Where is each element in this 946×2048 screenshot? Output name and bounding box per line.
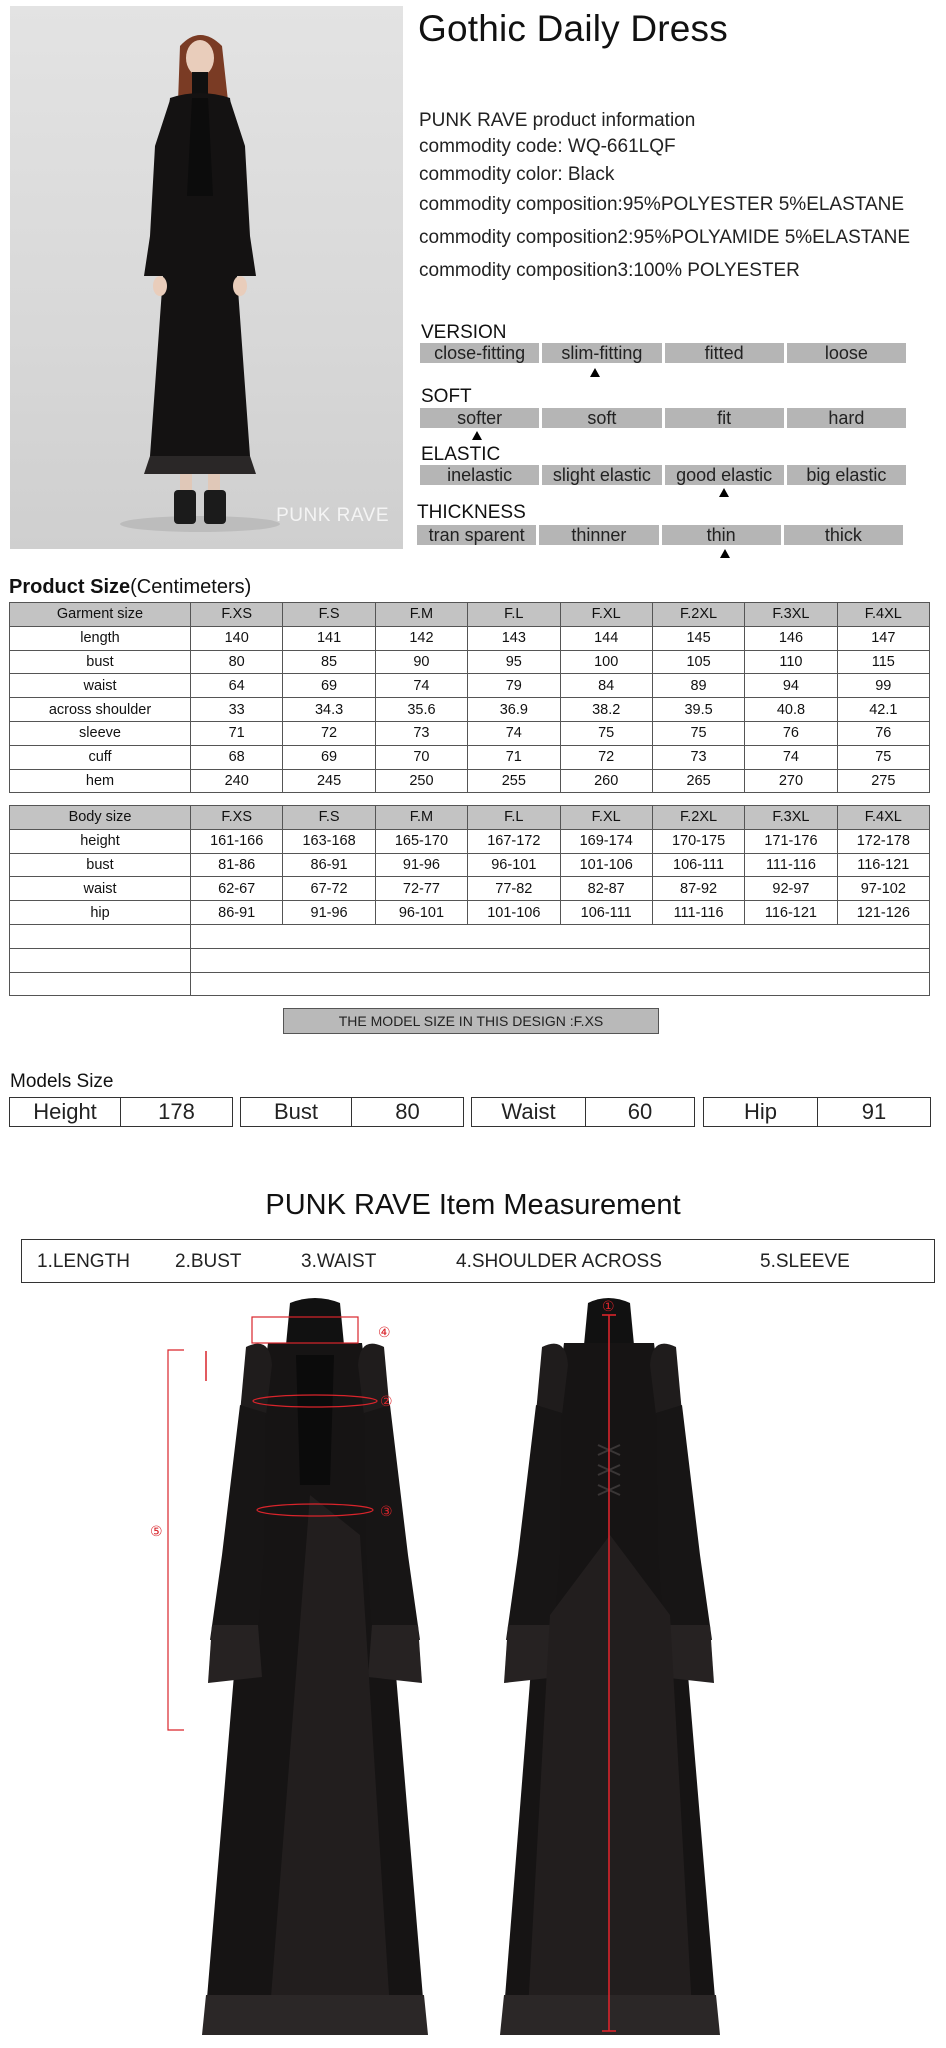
scale-elastic xyxy=(420,465,906,485)
model-label: Bust xyxy=(241,1098,352,1126)
scale-option: big elastic xyxy=(787,465,906,485)
table-cell: 38.2 xyxy=(560,698,652,722)
scale-option: loose xyxy=(787,343,906,363)
table-cell: 111-116 xyxy=(652,901,744,925)
table-cell: bust xyxy=(10,853,191,877)
scale-option: fit xyxy=(665,408,784,428)
legend-waist: 3.WAIST xyxy=(301,1251,377,1272)
scale-option: thick xyxy=(784,525,903,545)
table-cell: 33 xyxy=(191,698,283,722)
model-value: 60 xyxy=(627,1099,653,1124)
scale-thickness xyxy=(417,525,903,545)
table-cell: 110 xyxy=(745,650,837,674)
table-header-cell: F.2XL xyxy=(652,806,744,830)
product-title: Gothic Daily Dress xyxy=(418,8,728,49)
model-figure xyxy=(10,6,403,549)
table-header-cell: F.4XL xyxy=(837,603,929,627)
scale-title-version: VERSION xyxy=(421,322,507,343)
table-cell xyxy=(191,948,930,972)
table-cell: 100 xyxy=(560,650,652,674)
scale-option: fitted xyxy=(665,343,784,363)
table-cell: 73 xyxy=(652,745,744,769)
table-row xyxy=(10,674,930,698)
table-cell: 265 xyxy=(652,769,744,793)
table-cell: bust xyxy=(10,650,191,674)
table-header-cell: F.S xyxy=(283,806,375,830)
table-cell xyxy=(10,924,191,948)
table-cell: 95 xyxy=(468,650,560,674)
table-header-cell: F.2XL xyxy=(652,603,744,627)
commodity-composition-3: commodity composition3:100% POLYESTER xyxy=(419,260,800,281)
table-cell: 81-86 xyxy=(191,853,283,877)
table-cell: 68 xyxy=(191,745,283,769)
table-cell: 72 xyxy=(283,721,375,745)
info-heading: PUNK RAVE product information xyxy=(419,110,696,131)
table-header-cell: F.3XL xyxy=(745,806,837,830)
table-row xyxy=(10,721,930,745)
table-cell: 72 xyxy=(560,745,652,769)
table-header-cell: F.XS xyxy=(191,806,283,830)
table-cell: 76 xyxy=(837,721,929,745)
table-cell: sleeve xyxy=(10,721,191,745)
legend-length: 1.LENGTH xyxy=(37,1251,130,1272)
table-cell: 143 xyxy=(468,626,560,650)
table-row xyxy=(10,626,930,650)
marker-2: ② xyxy=(380,1394,393,1410)
table-cell: length xyxy=(10,626,191,650)
scale-option: good elastic xyxy=(665,465,784,485)
table-header-cell: F.XL xyxy=(560,603,652,627)
table-cell: 71 xyxy=(468,745,560,769)
table-cell xyxy=(10,948,191,972)
model-value: 178 xyxy=(158,1099,195,1124)
table-row-empty xyxy=(10,972,930,996)
table-cell: 270 xyxy=(745,769,837,793)
scale-option: inelastic xyxy=(420,465,539,485)
table-row xyxy=(10,769,930,793)
table-cell xyxy=(191,924,930,948)
table-header-cell: F.M xyxy=(375,603,467,627)
scale-option: soft xyxy=(542,408,661,428)
scale-option: slight elastic xyxy=(542,465,661,485)
table-cell: height xyxy=(10,829,191,853)
table-cell: 90 xyxy=(375,650,467,674)
model-waist-box xyxy=(471,1097,695,1127)
table-cell: 172-178 xyxy=(837,829,929,853)
table-cell: 40.8 xyxy=(745,698,837,722)
scale-option: thinner xyxy=(539,525,658,545)
legend-sleeve: 5.SLEEVE xyxy=(760,1251,850,1272)
table-cell: 84 xyxy=(560,674,652,698)
table-cell: 94 xyxy=(745,674,837,698)
commodity-color: commodity color: Black xyxy=(419,164,615,185)
table-cell: 39.5 xyxy=(652,698,744,722)
legend-shoulder-across: 4.SHOULDER ACROSS xyxy=(456,1251,662,1272)
table-header-cell: F.M xyxy=(375,806,467,830)
table-header-cell: F.XL xyxy=(560,806,652,830)
table-cell: 62-67 xyxy=(191,877,283,901)
table-cell: 73 xyxy=(375,721,467,745)
selected-marker-icon xyxy=(472,431,482,440)
table-cell: waist xyxy=(10,674,191,698)
table-cell: 69 xyxy=(283,674,375,698)
scale-option: slim-fitting xyxy=(542,343,661,363)
table-cell: 74 xyxy=(375,674,467,698)
table-cell: 116-121 xyxy=(837,853,929,877)
table-cell: 147 xyxy=(837,626,929,650)
table-cell: 92-97 xyxy=(745,877,837,901)
table-cell: 80 xyxy=(191,650,283,674)
table-cell: 91-96 xyxy=(375,853,467,877)
table-cell: 140 xyxy=(191,626,283,650)
table-cell: 169-174 xyxy=(560,829,652,853)
table-cell: 171-176 xyxy=(745,829,837,853)
table-cell: 75 xyxy=(837,745,929,769)
body-size-table xyxy=(9,805,930,996)
table-header-cell: F.4XL xyxy=(837,806,929,830)
table-cell: hip xyxy=(10,901,191,925)
table-cell: 96-101 xyxy=(468,853,560,877)
table-cell: across shoulder xyxy=(10,698,191,722)
table-cell: 145 xyxy=(652,626,744,650)
measurement-title: PUNK RAVE Item Measurement xyxy=(265,1189,681,1221)
model-height-box xyxy=(9,1097,233,1127)
table-header-cell: F.3XL xyxy=(745,603,837,627)
table-header-cell: F.L xyxy=(468,806,560,830)
scale-title-thickness: THICKNESS xyxy=(417,502,526,523)
table-cell: 70 xyxy=(375,745,467,769)
selected-marker-icon xyxy=(720,549,730,558)
table-cell: 165-170 xyxy=(375,829,467,853)
scale-version xyxy=(420,343,906,363)
product-size-title: Product Size(Centimeters) xyxy=(9,576,252,598)
table-header-cell: F.S xyxy=(283,603,375,627)
model-value: 91 xyxy=(861,1099,887,1124)
table-cell: 35.6 xyxy=(375,698,467,722)
table-cell: 116-121 xyxy=(745,901,837,925)
table-cell: 79 xyxy=(468,674,560,698)
marker-4: ④ xyxy=(378,1325,391,1341)
table-cell: 245 xyxy=(283,769,375,793)
dress-front-diagram xyxy=(150,1295,480,2043)
table-cell: 240 xyxy=(191,769,283,793)
table-cell: 106-111 xyxy=(560,901,652,925)
table-cell: hem xyxy=(10,769,191,793)
commodity-composition-2: commodity composition2:95%POLYAMIDE 5%ELASTANE xyxy=(419,227,911,248)
table-cell xyxy=(191,972,930,996)
scale-option: softer xyxy=(420,408,539,428)
scale-option: hard xyxy=(787,408,906,428)
table-cell: 115 xyxy=(837,650,929,674)
table-cell: 85 xyxy=(283,650,375,674)
model-bust-box xyxy=(240,1097,464,1127)
table-cell: 87-92 xyxy=(652,877,744,901)
dress-back-diagram xyxy=(470,1295,760,2043)
table-cell: 275 xyxy=(837,769,929,793)
table-cell: 89 xyxy=(652,674,744,698)
scale-title-elastic: ELASTIC xyxy=(421,444,501,465)
table-row xyxy=(10,901,930,925)
table-row xyxy=(10,745,930,769)
selected-marker-icon xyxy=(590,368,600,377)
table-cell: 101-106 xyxy=(560,853,652,877)
model-size-note: THE MODEL SIZE IN THIS DESIGN :F.XS xyxy=(283,1008,659,1034)
scale-option: close-fitting xyxy=(420,343,539,363)
table-cell: 72-77 xyxy=(375,877,467,901)
table-cell: 146 xyxy=(745,626,837,650)
table-row-empty xyxy=(10,948,930,972)
table-cell xyxy=(10,972,191,996)
table-cell: 71 xyxy=(191,721,283,745)
table-cell: 86-91 xyxy=(191,901,283,925)
marker-1: ① xyxy=(602,1299,615,1315)
table-cell: 67-72 xyxy=(283,877,375,901)
brand-watermark: PUNK RAVE xyxy=(276,505,389,526)
table-header-cell: F.XS xyxy=(191,603,283,627)
commodity-composition-1: commodity composition:95%POLYESTER 5%ELASTANE xyxy=(419,194,905,215)
table-header-cell: Body size xyxy=(10,806,191,830)
table-row xyxy=(10,698,930,722)
marker-3: ③ xyxy=(380,1504,393,1520)
selected-marker-icon xyxy=(719,488,729,497)
table-cell: 141 xyxy=(283,626,375,650)
table-cell: 170-175 xyxy=(652,829,744,853)
model-photo xyxy=(10,6,403,549)
table-cell: 142 xyxy=(375,626,467,650)
table-cell: 82-87 xyxy=(560,877,652,901)
table-header-cell: F.L xyxy=(468,603,560,627)
table-cell: 167-172 xyxy=(468,829,560,853)
table-cell: 86-91 xyxy=(283,853,375,877)
table-cell: 144 xyxy=(560,626,652,650)
table-cell: 111-116 xyxy=(745,853,837,877)
table-cell: 255 xyxy=(468,769,560,793)
table-cell: 36.9 xyxy=(468,698,560,722)
commodity-code: commodity code: WQ-661LQF xyxy=(419,136,676,157)
measurement-legend xyxy=(21,1239,935,1283)
table-header-cell: Garment size xyxy=(10,603,191,627)
table-cell: 105 xyxy=(652,650,744,674)
table-cell: cuff xyxy=(10,745,191,769)
table-cell: 163-168 xyxy=(283,829,375,853)
model-hip-box xyxy=(703,1097,931,1127)
scale-soft xyxy=(420,408,906,428)
table-row xyxy=(10,650,930,674)
marker-5: ⑤ xyxy=(150,1524,163,1540)
table-cell: 99 xyxy=(837,674,929,698)
table-cell: 77-82 xyxy=(468,877,560,901)
table-cell: 161-166 xyxy=(191,829,283,853)
model-value: 80 xyxy=(395,1099,420,1124)
table-cell: 96-101 xyxy=(375,901,467,925)
scale-option: tran sparent xyxy=(417,525,536,545)
scale-option: thin xyxy=(662,525,781,545)
scale-title-soft: SOFT xyxy=(421,386,472,407)
table-cell: 250 xyxy=(375,769,467,793)
table-cell: 42.1 xyxy=(837,698,929,722)
legend-bust: 2.BUST xyxy=(175,1251,242,1272)
model-label: Hip xyxy=(704,1098,818,1126)
table-cell: 91-96 xyxy=(283,901,375,925)
table-cell: waist xyxy=(10,877,191,901)
table-cell: 75 xyxy=(560,721,652,745)
table-row xyxy=(10,853,930,877)
table-cell: 260 xyxy=(560,769,652,793)
table-cell: 75 xyxy=(652,721,744,745)
table-row-empty xyxy=(10,924,930,948)
table-cell: 101-106 xyxy=(468,901,560,925)
table-cell: 64 xyxy=(191,674,283,698)
table-cell: 69 xyxy=(283,745,375,769)
table-cell: 106-111 xyxy=(652,853,744,877)
table-cell: 34.3 xyxy=(283,698,375,722)
garment-size-table xyxy=(9,602,930,793)
table-cell: 76 xyxy=(745,721,837,745)
table-cell: 74 xyxy=(468,721,560,745)
model-label: Waist xyxy=(472,1098,586,1126)
model-label: Height xyxy=(10,1098,121,1126)
table-row xyxy=(10,829,930,853)
table-cell: 74 xyxy=(745,745,837,769)
table-cell: 97-102 xyxy=(837,877,929,901)
table-row xyxy=(10,877,930,901)
table-cell: 121-126 xyxy=(837,901,929,925)
models-size-title: Models Size xyxy=(10,1071,114,1092)
